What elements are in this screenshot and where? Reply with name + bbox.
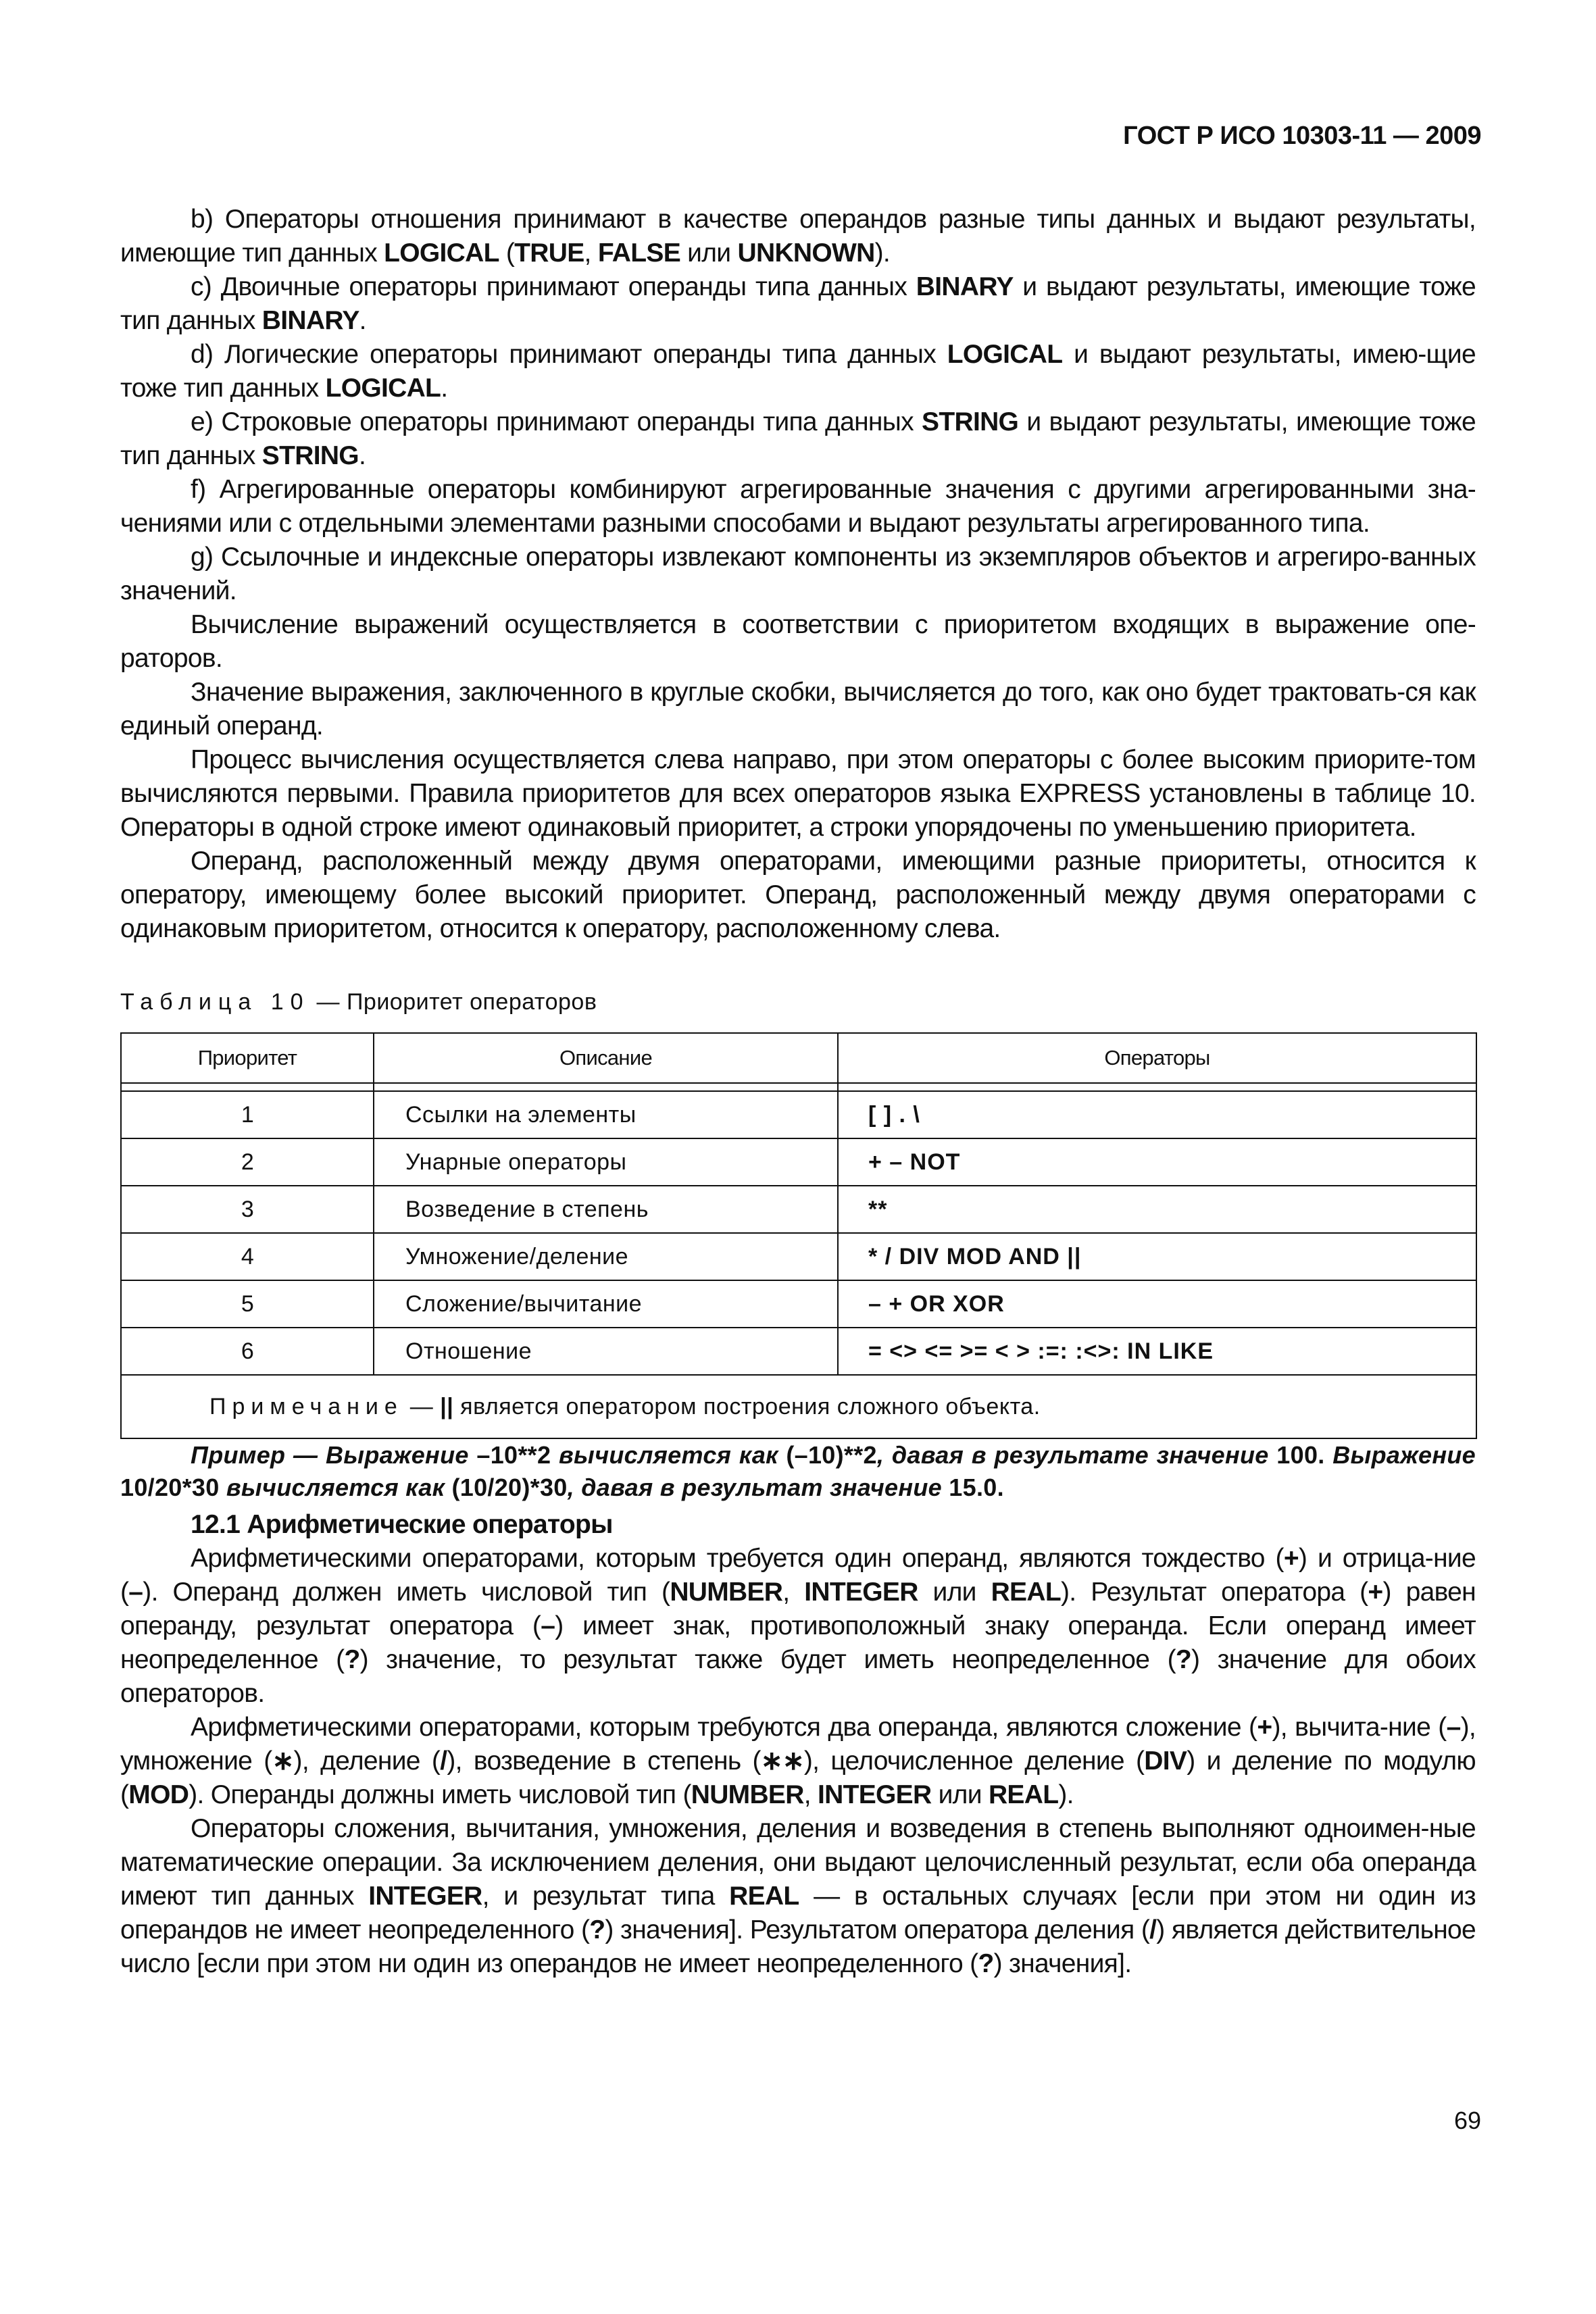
- text-run: Операторы сложения, вычитания, умножения, деления и возведения в степень выполняют одноимен-ные математические операции. За исключением деления, они выдают целочисленный результат, если оба операнда имеют тип данных: [120, 1814, 1476, 1911]
- section-paragraph: [120, 1542, 1476, 1711]
- text-run: ) и отрица-ние (: [120, 1544, 1476, 1607]
- operators-cell: * / DIV MOD AND ||: [838, 1233, 1476, 1280]
- bold-term: BINARY: [916, 272, 1014, 301]
- text-run: c) Двоичные операторы принимают операнды типа данных: [191, 272, 916, 301]
- text-run: ) значения]. Результатом оператора деления (: [605, 1915, 1150, 1944]
- note-label: Примечание: [209, 1394, 403, 1419]
- text-run: .: [441, 374, 448, 403]
- section-heading: 12.1 Арифметические операторы: [191, 1510, 613, 1539]
- text-run: d) Логические операторы принимают операнды типа данных: [191, 340, 947, 369]
- note-dash: —: [403, 1394, 441, 1419]
- text-run: Арифметическими операторами, которым требуется один операнд, являются тождество (: [191, 1544, 1284, 1573]
- text-run: или: [680, 238, 738, 268]
- table-header-priority: Приоритет: [121, 1033, 374, 1083]
- text-run: Операнд, расположенный между двумя операторами, имеющими разные приоритеты, относится к оператору, имеющему более высокий приоритет. Операнд, расположенный между двумя операторами с одинаковым приоритетом, относится к оператору, расположенному слева.: [120, 847, 1476, 943]
- bold-term: +: [1283, 1544, 1299, 1573]
- table-row: [121, 1233, 1476, 1280]
- text-run: ), целочисленное деление (: [803, 1746, 1145, 1776]
- text-run: ,: [803, 1780, 818, 1809]
- bold-term: LOGICAL: [384, 238, 499, 268]
- bold-term: –: [128, 1578, 143, 1607]
- priority-cell: 3: [121, 1186, 374, 1233]
- text-run: — в остальных случаях [если при этом ни один из операндов не имеет неопределенного (: [120, 1882, 1476, 1944]
- text-run: e) Строковые операторы принимают операнды типа данных: [191, 407, 922, 436]
- table-body: [121, 1083, 1476, 1375]
- table-row: [121, 1328, 1476, 1375]
- table-row: [121, 1280, 1476, 1328]
- text-run: ), вычита-ние (: [1272, 1713, 1447, 1742]
- example-expression: 100.: [1276, 1441, 1325, 1469]
- text-run: ), умножение (: [120, 1713, 1476, 1776]
- operators-cell: **: [838, 1186, 1476, 1233]
- description-cell: Унарные операторы: [374, 1138, 838, 1186]
- section-paragraph: [120, 1812, 1476, 1981]
- page-number: 69: [1453, 2107, 1481, 2134]
- operator-priority-table: [120, 1032, 1477, 1439]
- text-run: ) значение, то результат также будет иметь неопределенное (: [359, 1645, 1176, 1674]
- intro-paragraph: [120, 338, 1476, 405]
- bold-term: REAL: [729, 1882, 799, 1911]
- text-run: ).: [1058, 1780, 1074, 1809]
- description-cell: Сложение/вычитание: [374, 1280, 838, 1328]
- text-run: ), деление (: [293, 1746, 441, 1776]
- text-run: и выдают результаты, имею-щие тоже тип данных: [120, 340, 1476, 403]
- intro-paragraph: [120, 473, 1476, 540]
- priority-cell: 6: [121, 1328, 374, 1375]
- bold-term: UNKNOWN: [737, 238, 875, 268]
- text-run: ). Операнды должны иметь числовой тип (: [189, 1780, 691, 1809]
- table-row: [121, 1138, 1476, 1186]
- bold-term: LOGICAL: [947, 340, 1063, 369]
- document-body: [120, 203, 1476, 1981]
- bold-term: ∗∗: [760, 1746, 804, 1776]
- text-run: (: [499, 238, 515, 268]
- bold-term: ∗: [272, 1746, 294, 1776]
- bold-term: +: [1368, 1578, 1383, 1607]
- text-run: ) и деление по модулю (: [120, 1746, 1476, 1809]
- bold-term: ?: [344, 1645, 360, 1674]
- table-note: [121, 1375, 1476, 1438]
- example-expression: (–10)**2: [786, 1441, 877, 1469]
- example-text: вычисляется как: [219, 1474, 452, 1501]
- example-text: Выражение: [1324, 1441, 1476, 1469]
- bold-term: NUMBER: [670, 1578, 783, 1607]
- text-run: f) Агрегированные операторы комбинируют агрегированные значения с другими агрегированными зна-чениями или с отдельными элементами разными способами и выдают результаты агрегированного типа.: [120, 475, 1476, 538]
- example-expression: (10/20)*30: [451, 1474, 568, 1501]
- table-header-description: Описание: [374, 1033, 838, 1083]
- intro-paragraph: [120, 203, 1476, 270]
- text-run: ,: [782, 1578, 805, 1607]
- text-run: b) Операторы отношения принимают в качестве операндов разные типы данных и выдают результаты, имеющие тип данных: [120, 205, 1476, 268]
- example-expression: 15.0.: [949, 1474, 1004, 1501]
- bold-term: INTEGER: [818, 1780, 932, 1809]
- bold-term: STRING: [922, 407, 1019, 436]
- bold-term: REAL: [991, 1578, 1061, 1607]
- example-text: , давая в результате значение: [876, 1441, 1277, 1469]
- bold-term: /: [1149, 1915, 1157, 1944]
- intro-paragraph: [120, 540, 1476, 608]
- priority-cell: 2: [121, 1138, 374, 1186]
- text-run: ) равен операнду, результат оператора (: [120, 1578, 1476, 1640]
- priority-cell: 5: [121, 1280, 374, 1328]
- bold-term: –: [1446, 1713, 1461, 1742]
- note-text: является оператором построения сложного объекта.: [453, 1394, 1041, 1419]
- table-row: [121, 1091, 1476, 1138]
- priority-cell: 4: [121, 1233, 374, 1280]
- bold-term: NUMBER: [691, 1780, 804, 1809]
- text-run: , и результат типа: [482, 1882, 730, 1911]
- text-run: ) значения].: [993, 1949, 1132, 1978]
- bold-term: ?: [1175, 1645, 1192, 1674]
- bold-term: REAL: [988, 1780, 1059, 1809]
- bold-term: +: [1257, 1713, 1272, 1742]
- intro-paragraph: [120, 845, 1476, 946]
- example-expression: –10**2: [476, 1441, 551, 1469]
- example-expression: 10/20*30: [120, 1474, 220, 1501]
- text-run: ), возведение в степень (: [447, 1746, 761, 1776]
- bold-term: TRUE: [514, 238, 584, 268]
- operators-cell: – + OR XOR: [838, 1280, 1476, 1328]
- bold-term: ?: [978, 1949, 994, 1978]
- table-caption-title: — Приоритет операторов: [309, 989, 597, 1015]
- intro-section: [120, 203, 1476, 946]
- text-run: ). Операнд должен иметь числовой тип (: [143, 1578, 670, 1607]
- text-run: .: [358, 441, 366, 470]
- description-cell: Ссылки на элементы: [374, 1091, 838, 1138]
- note-symbol: ||: [440, 1394, 454, 1419]
- text-run: ) значение для обоих операторов.: [120, 1645, 1476, 1708]
- priority-cell: 1: [121, 1091, 374, 1138]
- table-header-operators: Операторы: [838, 1033, 1476, 1083]
- description-cell: Возведение в степень: [374, 1186, 838, 1233]
- intro-paragraph: [120, 743, 1476, 845]
- text-run: ) имеет знак, противоположный знаку операнда. Если операнд имеет неопределенное (: [120, 1611, 1476, 1674]
- bold-term: ?: [589, 1915, 605, 1944]
- text-run: ,: [584, 238, 598, 268]
- table-caption-label: Таблица 10: [120, 989, 310, 1015]
- text-run: Арифметическими операторами, которым требуются два операнда, являются сложение (: [191, 1713, 1257, 1742]
- text-run: .: [359, 306, 366, 335]
- section-body: [120, 1542, 1476, 1981]
- bold-term: FALSE: [597, 238, 681, 268]
- bold-term: MOD: [128, 1780, 189, 1809]
- example-paragraph: [120, 1439, 1476, 1504]
- operators-cell: = <> <= >= < > :=: :<>: IN LIKE: [838, 1328, 1476, 1375]
- text-run: или: [931, 1780, 989, 1809]
- text-run: и выдают результаты, имеющие тоже тип данных: [120, 272, 1476, 335]
- example-text: вычисляется как: [551, 1441, 787, 1469]
- table-caption: [120, 985, 1476, 1019]
- bold-term: INTEGER: [368, 1882, 482, 1911]
- intro-paragraph: [120, 608, 1476, 676]
- text-run: и выдают результаты, имеющие тоже тип данных: [120, 407, 1476, 470]
- text-run: g) Ссылочные и индексные операторы извлекают компоненты из экземпляров объектов и агрегиро-ванных значений.: [120, 543, 1476, 605]
- bold-term: DIV: [1144, 1746, 1187, 1776]
- bold-term: STRING: [261, 441, 359, 470]
- text-run: или: [918, 1578, 991, 1607]
- bold-term: /: [440, 1746, 447, 1776]
- section-paragraph: [120, 1711, 1476, 1812]
- bold-term: BINARY: [261, 306, 359, 335]
- text-run: ).: [874, 238, 891, 268]
- example-text: Пример — Выражение: [191, 1441, 477, 1469]
- description-cell: Отношение: [374, 1328, 838, 1375]
- intro-paragraph: [120, 405, 1476, 473]
- text-run: Вычисление выражений осуществляется в соответствии с приоритетом входящих в выражение опе-раторов.: [120, 610, 1476, 673]
- table-header-separator: [121, 1083, 1476, 1091]
- bold-term: –: [541, 1611, 555, 1640]
- bold-term: LOGICAL: [325, 374, 441, 403]
- text-run: Процесс вычисления осуществляется слева направо, при этом операторы с более высоким приорите-том вычисляются первыми. Правила приоритетов для всех операторов языка EXPRESS установлены в таблице 10. Операторы в одной строке имеют одинаковый приоритет, а строки упорядочены по уменьшению приоритета.: [120, 745, 1476, 842]
- operators-cell: + – NOT: [838, 1138, 1476, 1186]
- intro-paragraph: [120, 676, 1476, 743]
- intro-paragraph: [120, 270, 1476, 338]
- text-run: ). Результат оператора (: [1060, 1578, 1368, 1607]
- bold-term: INTEGER: [804, 1578, 918, 1607]
- description-cell: Умножение/деление: [374, 1233, 838, 1280]
- example-text: , давая в результат значение: [567, 1474, 949, 1501]
- text-run: ) является действительное число [если при этом ни один из операндов не имеет неопределенного (: [120, 1915, 1476, 1978]
- text-run: Значение выражения, заключенного в круглые скобки, вычисляется до того, как оно будет трактовать-ся как единый операнд.: [120, 678, 1476, 740]
- table-row: [121, 1186, 1476, 1233]
- operators-cell: [ ] . \: [838, 1091, 1476, 1138]
- document-header: ГОСТ Р ИСО 10303-11 — 2009: [1123, 122, 1481, 150]
